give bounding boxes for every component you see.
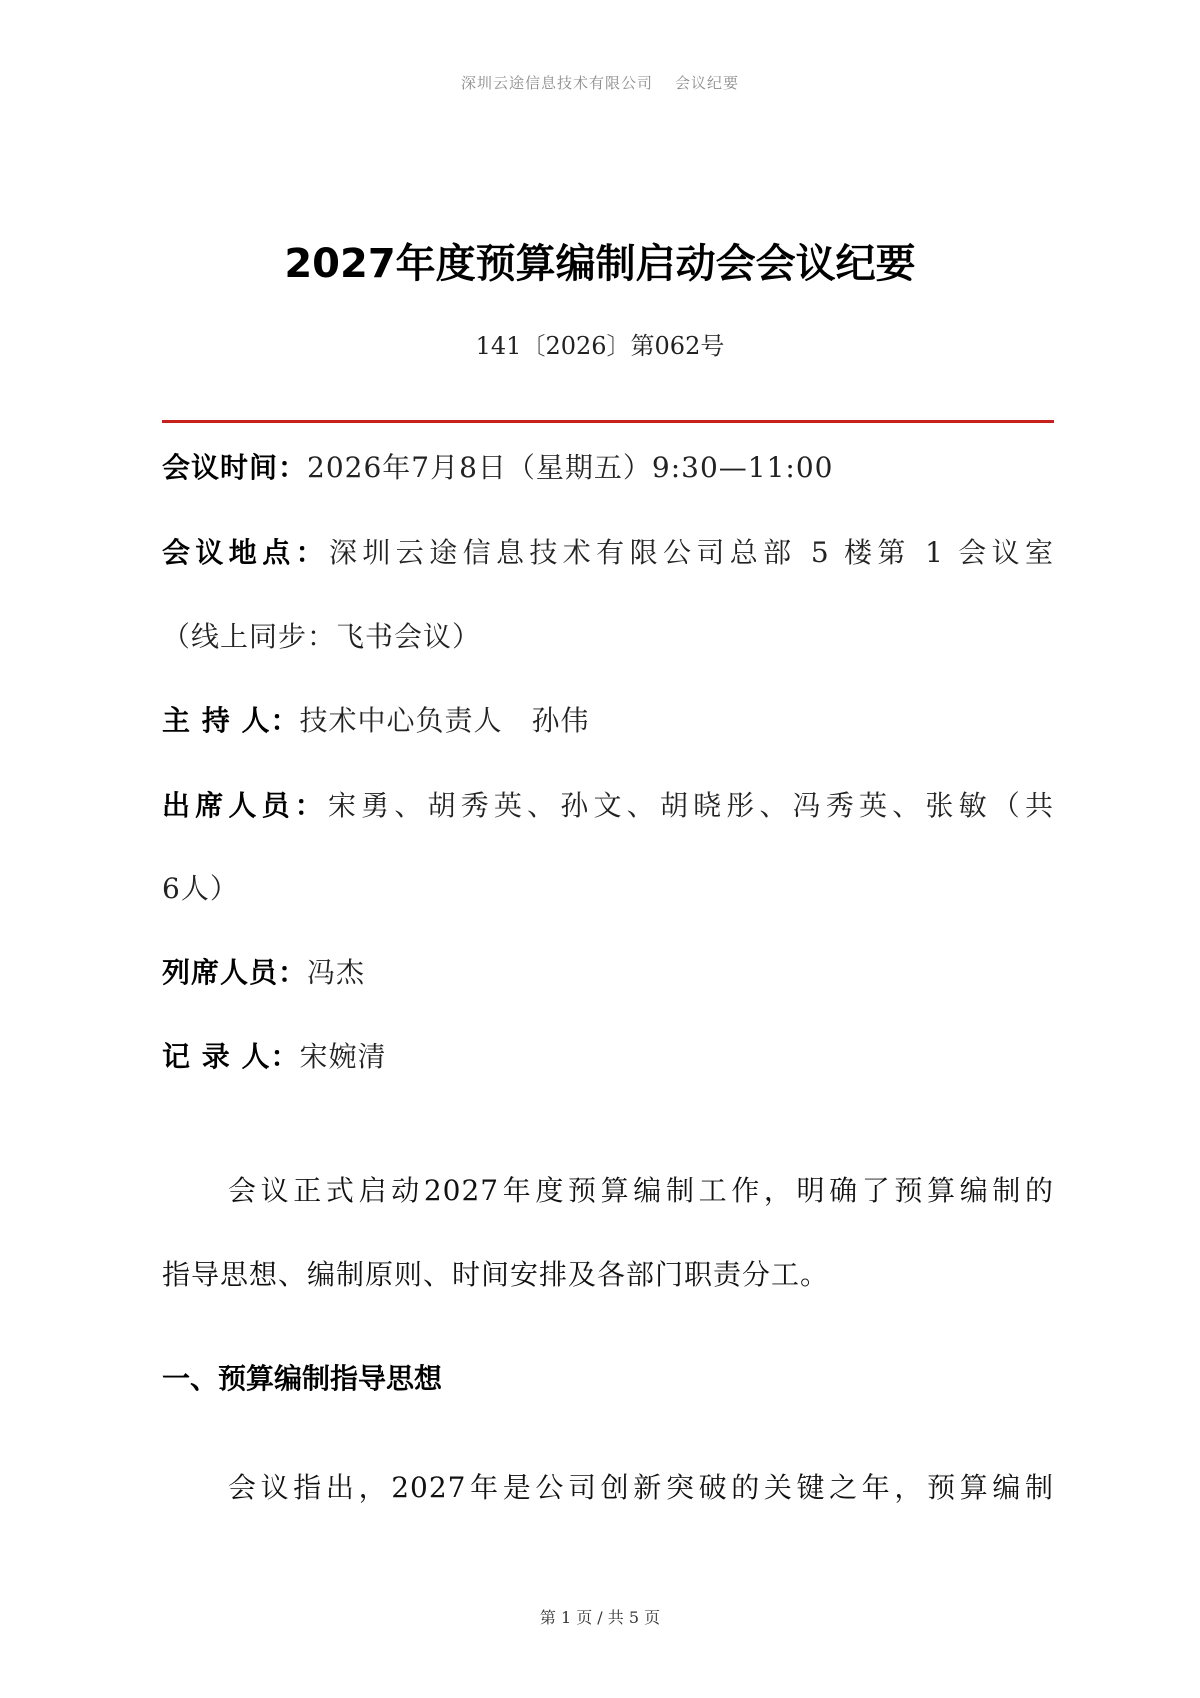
page-header [0, 72, 1200, 93]
section-1-paragraph-line-1: 会议指出，2027年是公司创新突破的关键之年，预算编制 [228, 1471, 1054, 1504]
meeting-recorder-value: 宋婉清 [299, 1040, 387, 1073]
meeting-time [162, 448, 1054, 488]
meeting-recorder [162, 1037, 1054, 1077]
document-title: 2027年度预算编制启动会会议纪要 [284, 241, 916, 287]
meeting-attendees-value-2: 6人） [162, 872, 239, 905]
meeting-place-value-2: （线上同步：飞书会议） [162, 620, 482, 653]
meeting-host-label: 主 持 人： [162, 704, 300, 737]
meeting-observers [162, 953, 1054, 993]
document-number: 141〔2026〕第062号 [475, 332, 725, 360]
meeting-time-label: 会议时间： [162, 451, 308, 484]
meeting-place-value: 深圳云途信息技术有限公司总部 5 楼第 1 会议室 [329, 536, 1054, 569]
intro-paragraph-line-2: 指导思想、编制原则、时间安排及各部门职责分工。 [162, 1258, 830, 1291]
section-heading-1: 一、预算编制指导思想 [162, 1362, 443, 1395]
meeting-host [162, 701, 1054, 741]
meeting-place-label: 会议地点： [162, 536, 329, 569]
meeting-observers-label: 列席人员： [162, 956, 308, 989]
meeting-place [162, 533, 1054, 573]
header-doc-type: 会议纪要 [675, 74, 740, 92]
meeting-time-value: 2026年7月8日（星期五）9:30—11:00 [307, 451, 834, 484]
meeting-recorder-label: 记 录 人： [162, 1040, 300, 1073]
meeting-attendees-label: 出席人员： [162, 789, 328, 822]
page-number: 第 1 页 / 共 5 页 [539, 1608, 661, 1627]
meeting-host-value: 技术中心负责人 孙伟 [299, 704, 590, 737]
meeting-attendees-continued [162, 869, 1054, 909]
red-divider [162, 420, 1054, 423]
meeting-attendees-value: 宋勇、胡秀英、孙文、胡晓彤、冯秀英、张敏（共 [327, 789, 1054, 822]
meeting-place-continued [162, 617, 1054, 657]
header-company: 深圳云途信息技术有限公司 [460, 74, 653, 92]
intro-paragraph-line-1: 会议正式启动2027年度预算编制工作，明确了预算编制的 [228, 1174, 1054, 1207]
meeting-observers-value: 冯杰 [307, 956, 366, 989]
meeting-attendees [162, 786, 1054, 826]
